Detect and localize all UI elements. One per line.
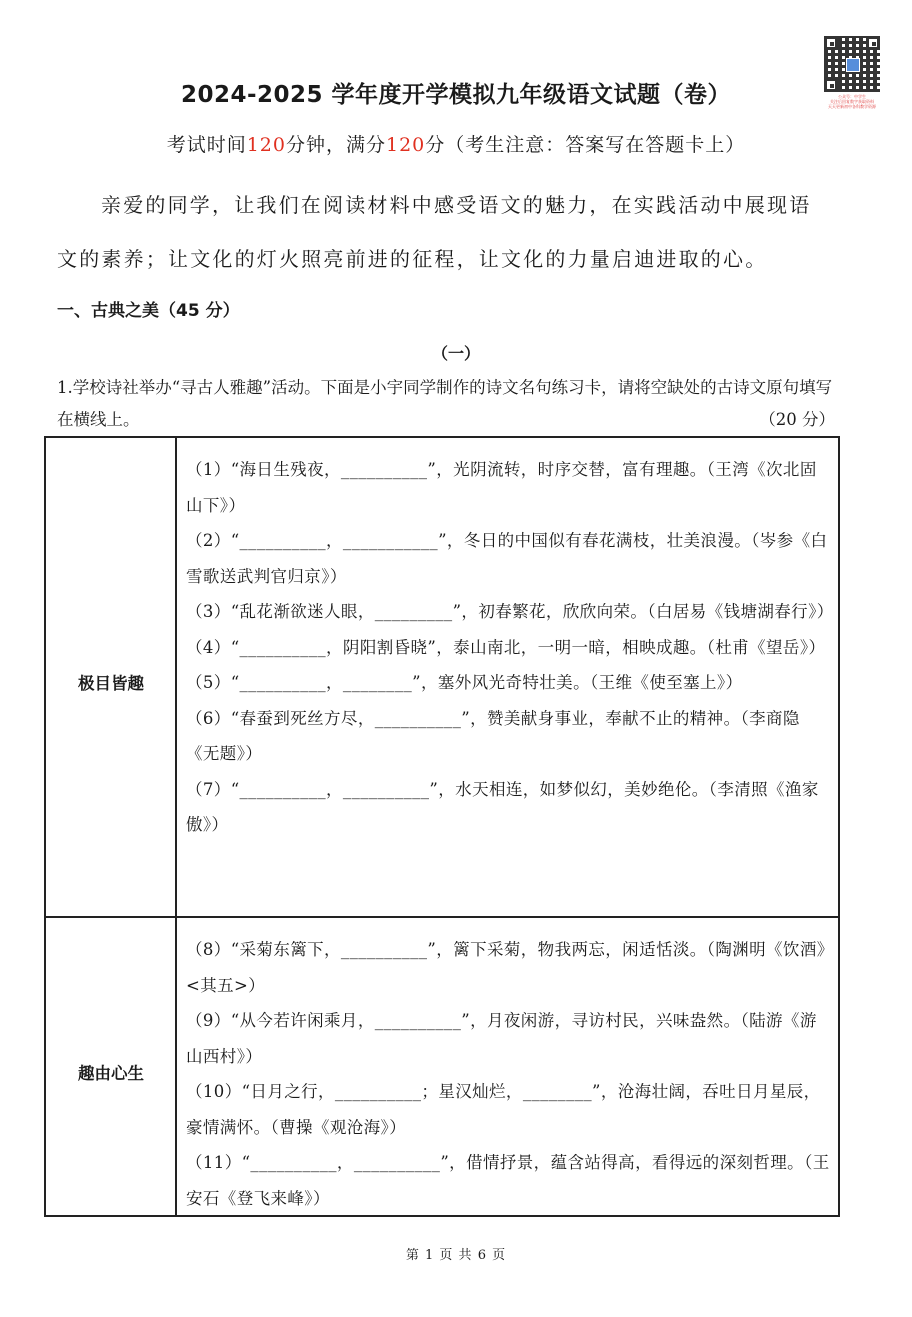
list-item: （8）“采菊东篱下，__________”，篱下采菊，物我两忘，闲适恬淡。（陶渊明《饮酒》<其五>）	[186, 940, 826, 995]
list-item: （9）“从今若许闲乘月，__________”，月夜闲游，寻访村民，兴味盎然。（陆游《游山西村》）	[186, 1011, 817, 1066]
section-subtitle: （一）	[431, 344, 480, 363]
group-label-2: 趣由心生	[78, 1064, 144, 1083]
list-item: （1）“海日生残夜，__________”，光阴流转，时序交替，富有理趣。（王湾《次北固山下》）	[186, 460, 817, 515]
list-item: （5）“__________，________”，塞外风光奇特壮美。（王维《使至塞上》）	[186, 673, 743, 692]
list-item: （2）“__________，___________”，冬日的中国似有春花满枝，壮美浪漫。（岑参《白雪歌送武判官归京》）	[186, 531, 828, 586]
exam-score-value: 120	[386, 134, 426, 156]
exam-time-value: 120	[246, 134, 286, 156]
list-item: （11）“__________，__________”，借情抒景，蕴含站得高，看得远的深刻哲理。（王安石《登飞来峰》）	[186, 1153, 830, 1208]
page-footer: 第 1 页 共 6 页	[405, 1248, 507, 1263]
list-item: （4）“__________，阴阳割昏晓”，泰山南北，一明一暗，相映成趣。（杜甫《望岳》）	[186, 637, 826, 657]
practice-card-table	[44, 436, 840, 1217]
list-item: （7）“__________，__________”，水天相连，如梦似幻，美妙绝伦。（李清照《渔家傲》）	[186, 779, 819, 834]
question-1: 1.学校诗社举办“寻古人雅趣”活动。下面是小宇同学制作的诗文名句练习卡，请将空缺处的古诗文原句填写在横线上。 （20 分）	[57, 372, 835, 436]
table-divider-vertical	[175, 438, 177, 1215]
group-2-items	[186, 932, 832, 1216]
group-1-items	[186, 452, 832, 843]
list-item: （10）“日月之行，__________；星汉灿烂，________”，沧海壮阔，吞吐日月星辰，豪情满怀。（曹操《观沧海》）	[186, 1082, 821, 1137]
list-item: （3）“乱花渐欲迷人眼，_________”，初春繁花，欣欣向荣。（白居易《钱塘湖春行》）	[186, 602, 834, 621]
group-label-1: 极目皆趣	[78, 674, 144, 693]
list-item: （6）“春蚕到死丝方尽，__________”，赞美献身事业，奉献不止的精神。（李商隐《无题》）	[186, 708, 800, 763]
page-title: 2024-2025 学年度开学模拟九年级语文试题（卷）	[180, 82, 732, 108]
section-title: 一、古典之美（45 分）	[57, 301, 240, 321]
table-divider-horizontal	[46, 916, 838, 918]
exam-info: 考试时间120分钟，满分120分（考生注意：答案写在答题卡上）	[166, 134, 746, 156]
question-points: （20 分）	[759, 410, 835, 429]
qr-caption: 公众号：中学生 关注后回复数字获取资料 天天更新初中各科教学资源	[828, 94, 876, 109]
intro-paragraph: 亲爱的同学，让我们在阅读材料中感受语文的魅力，在实践活动中展现语文的素养；让文化的灯火照亮前进的征程，让文化的力量启迪进取的心。	[57, 193, 812, 271]
